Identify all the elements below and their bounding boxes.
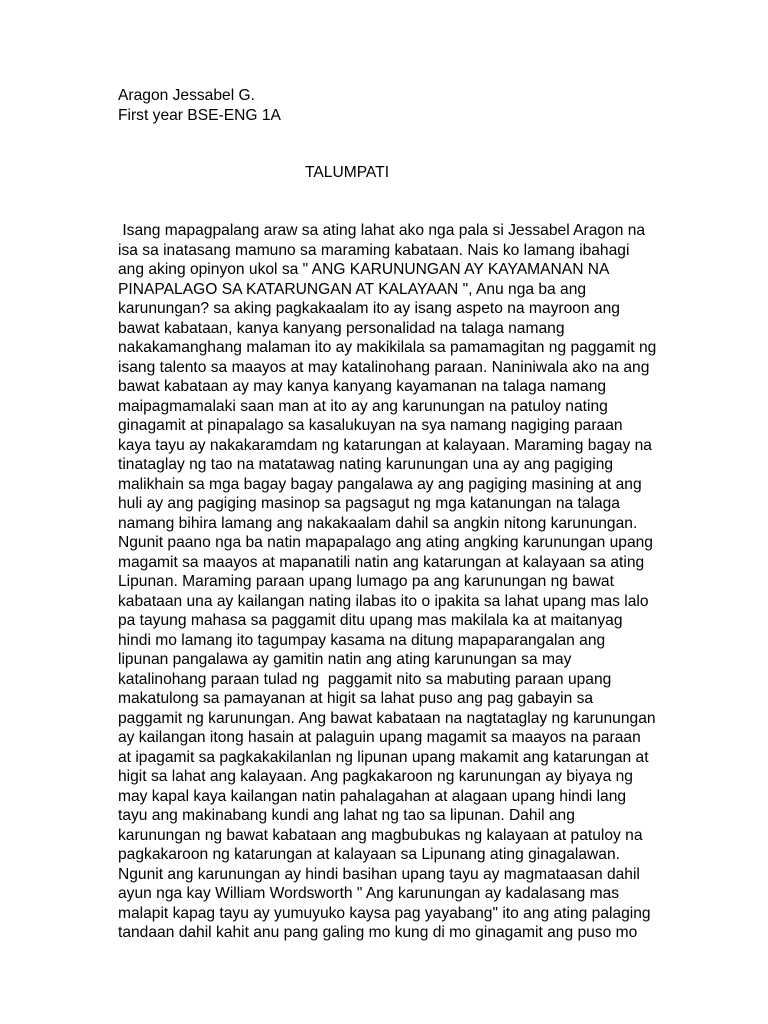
body-line: makatulong sa pamayanan at higit sa lahat puso ang pag gabayin sa — [118, 690, 594, 707]
body-line: bawat kabataan, kanya kanyang personalidad na talaga namang — [118, 319, 565, 337]
body-line: karunungan ng bawat kabataan ang magbubukas ng kalayaan at patuloy na — [118, 826, 643, 844]
body-line: tayu ang makinabang kundi ang lahat ng tao sa lipunan. Dahil ang — [118, 807, 575, 824]
author-block — [118, 86, 281, 126]
body-line: bawat kabataan ay may kanya kanyang kayamanan na talaga namang — [118, 378, 607, 395]
speech-body — [118, 221, 678, 943]
body-line: Ngunit ang karunungan ay hindi basihan upang tayu ay magmataasan dahil — [118, 865, 640, 883]
body-line: Lipunan. Maraming paraan upang lumago pa ang karunungan ng bawat — [118, 573, 614, 590]
author-course: First year BSE-ENG 1A — [118, 107, 281, 124]
body-line: karunungan? sa aking pagkakaalam ito ay isang aspeto na mayroon ang — [118, 300, 620, 317]
body-line: hindi mo lamang ito tagumpay kasama na ditung mapaparangalan ang — [118, 631, 606, 649]
body-line: malapit kapag tayu ay yumuyuko kaysa pag yayabang" ito ang ating palaging — [118, 904, 651, 922]
body-line: Ngunit paano nga ba natin mapapalago ang ating angking karunungan upang — [118, 534, 653, 551]
body-line: paggamit ng karunungan. Ang bawat kabataan na nagtataglay ng karunungan — [118, 709, 656, 727]
body-line: isa sa inatasang mamuno sa maraming kabataan. Nais ko lamang ibahagi — [118, 241, 630, 259]
body-line: PINAPALAGO SA KATARUNGAN AT KALAYAAN ", Anu nga ba ang — [118, 280, 587, 298]
body-line: malikhain sa mga bagay bagay pangalawa ay ang pagiging masining at ang — [118, 475, 642, 493]
body-line: tandaan dahil kahit anu pang galing mo kung di mo ginagamit ang puso mo — [118, 924, 638, 941]
body-line: pagkakaroon ng katarungan at kalayaan sa Lipunang ating ginagalawan. — [118, 846, 620, 863]
body-line: may kapal kaya kailangan natin pahalagahan at alagaan upang hindi lang — [118, 787, 627, 805]
body-line: huli ay ang pagiging masinop sa pagsagut ng mga katanungan na talaga — [118, 495, 620, 512]
body-line: ay kailangan itong hasain at palaguin upang magamit sa maayos na paraan — [118, 729, 641, 746]
document-title: TALUMPATI — [305, 164, 390, 181]
body-line: katalinohang paraan tulad ng paggamit nito sa mabuting paraan upang — [118, 670, 612, 688]
body-line: kabataan una ay kailangan nating ilabas ito o ipakita sa lahat upang mas lalo — [118, 592, 649, 610]
body-line: magamit sa maayos at mapanatili natin ang katarungan at kalayaan sa ating — [118, 553, 645, 571]
body-line: lipunan pangalawa ay gamitin natin ang ating karunungan sa may — [118, 651, 572, 668]
body-line: at ipagamit sa pagkakakilanlan ng lipunan upang makamit ang katarungan at — [118, 748, 649, 766]
body-line: namang bihira lamang ang nakakaalam dahil sa angkin nitong karunungan. — [118, 514, 638, 532]
body-line: maipagmamalaki saan man at ito ay ang karunungan na patuloy nating — [118, 397, 608, 415]
body-line: pa tayung mahasa sa paggamit ditu upang mas makilala ka at maitanyag — [118, 612, 623, 629]
body-line: higit sa lahat ang kalayaan. Ang pagkakaroon ng karunungan ay biyaya ng — [118, 768, 633, 785]
author-name: Aragon Jessabel G. — [118, 87, 255, 104]
body-line: isang talento sa maayos at may katalinohang paraan. Naniniwala ako na ang — [118, 358, 650, 376]
body-line: ayun nga kay William Wordsworth " Ang karunungan ay kadalasang mas — [118, 885, 620, 902]
body-line: Isang mapagpalang araw sa ating lahat ako nga pala si Jessabel Aragon na — [118, 222, 646, 239]
body-line: ginagamit at pinapalago sa kasalukuyan na sya namang nagiging paraan — [118, 417, 623, 434]
body-line: kaya tayu ay nakakaramdam ng katarungan at kalayaan. Maraming bagay na — [118, 436, 652, 454]
body-line: nakakamanghang malaman ito ay makikilala sa pamamagitan ng paggamit ng — [118, 339, 657, 356]
body-line: ang aking opinyon ukol sa " ANG KARUNUNGAN AY KAYAMANAN NA — [118, 261, 610, 278]
body-line: tinataglay ng tao na matatawag nating karunungan una ay ang pagiging — [118, 456, 614, 473]
